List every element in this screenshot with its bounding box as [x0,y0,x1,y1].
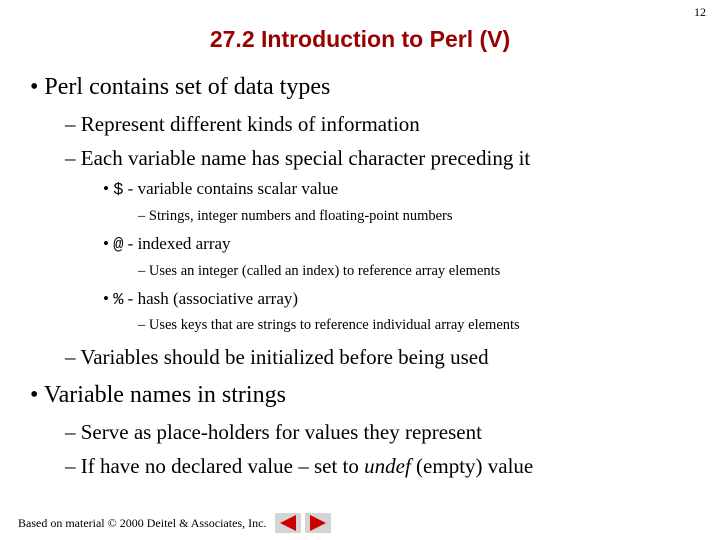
right-arrow-icon [310,515,326,531]
bullet-data-types: • Perl contains set of data types [30,74,331,100]
scalar-detail: – Strings, integer numbers and floating-point numbers [138,208,453,224]
undef-keyword: undef [364,454,411,478]
sub-bullet-initialize: – Variables should be initialized before being used [65,345,489,369]
scalar-text: - variable contains scalar value [123,179,339,198]
bullet-variable-names: • Variable names in strings [30,382,286,408]
hash-detail: – Uses keys that are strings to reference individual array elements [138,317,520,333]
undef-prefix: – If have no declared value – set to [65,454,365,478]
sub-bullet-represent: – Represent different kinds of information [65,112,420,136]
array-symbol: @ [113,236,124,255]
scalar-symbol: $ [113,181,124,200]
slide-title: 27.2 Introduction to Perl (V) [209,26,511,52]
bullet-array [103,234,231,255]
bullet-hash [103,289,298,310]
hash-text: - hash (associative array) [123,289,299,308]
undef-suffix: (empty) value [410,454,534,478]
array-detail: – Uses an integer (called an index) to reference array elements [138,263,501,279]
prev-slide-button[interactable] [275,513,301,533]
bullet-scalar [103,179,338,200]
sub-bullet-special-char: – Each variable name has special character preceding it [65,146,531,170]
bullet-marker: • [103,289,114,308]
hash-symbol: % [113,291,124,310]
sub-bullet-undef [65,454,533,479]
left-arrow-icon [280,515,296,531]
bullet-marker: • [103,234,114,253]
sub-bullet-placeholders: – Serve as place-holders for values they represent [65,420,482,444]
page-number: 12 [694,5,706,19]
footer-credit: Based on material © 2000 Deitel & Associates, Inc. [18,516,267,530]
next-slide-button[interactable] [305,513,331,533]
array-text: - indexed array [123,234,231,253]
bullet-marker: • [103,179,114,198]
